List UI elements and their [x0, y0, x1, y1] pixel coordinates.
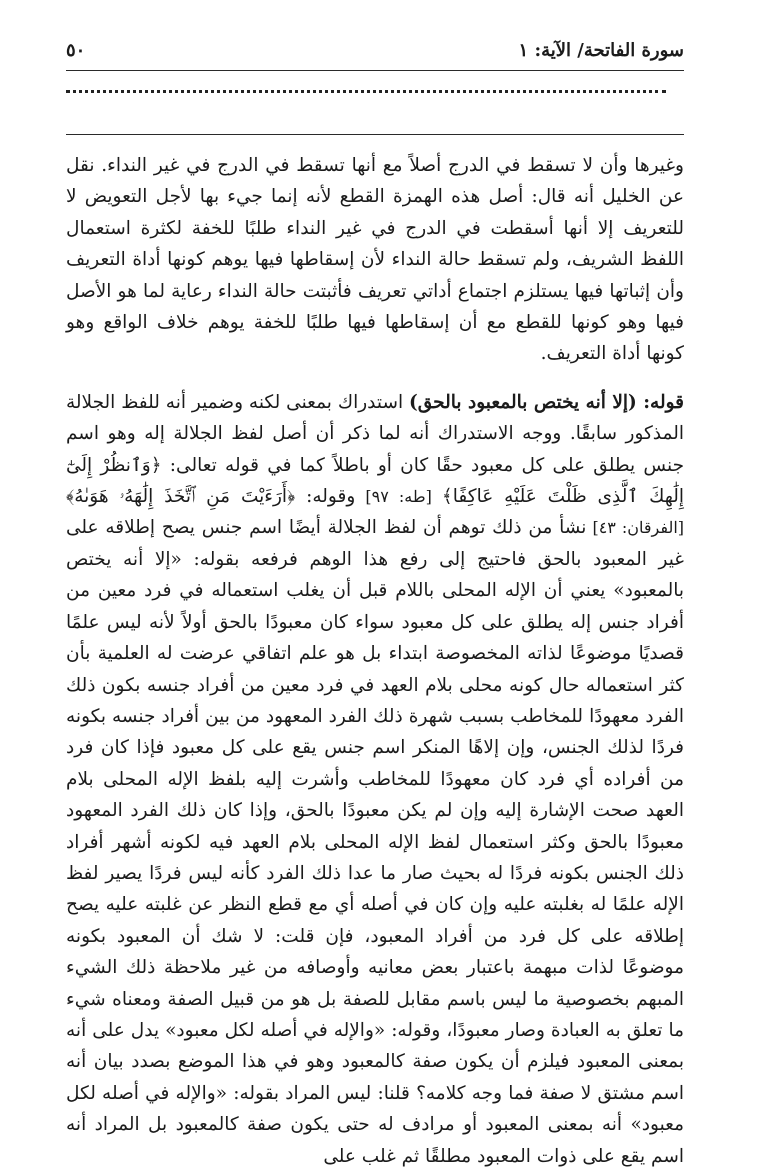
paragraph-2-text: وقوله: [295, 486, 356, 508]
paragraph-2-text: نشأ من ذلك توهم أن لفظ الجلالة أيضًا اسم جنس يصح إطلاقه على غير المعبود بالحق فاحتيج إلى رفع هذا الوهم فرفعه بقوله: «إلا أنه يختص بالمعبود» يعني أن الإله المحلى باللام قبل أن يغلب استعماله في فرد معين من أفراد جنس إله يطلق على كل معبود سواء كان معبودًا بالحق أولاً لأنه ليس علمًا قصديًا موضوعًا لذاته المخصوصة ابتداء بل هو علم اتفاقي عرضت له العلمية بأن كثر استعماله حال كونه محلى بلام العهد في فرد معين من أفراد جنسه بكون ذلك الفرد معهودًا للمخاطب بسبب شهرة ذلك الفرد المعهود من بين أفراد جنسه بكونه فردًا لذلك الجنس، وإن إلاهًا المنكر اسم جنس يقع على كل معبود فإذا كان فرد من أفراده أي فرد كان معهودًا للمخاطب وأشرت إليه بلفظ الإله المحلى بلام العهد صحت الإشارة إليه وإن لم يكن معبودًا بالحق، وإذا كان ذلك الفرد المعهود معبودًا بالحق وكثر استعمال لفظ الإله المحلى بلام العهد فيه لكونه أشهر أفراد ذلك الجنس بكونه فردًا له بحيث صار ما عدا ذلك الفرد كأنه ليس فردًا يصير لفظ الإله علمًا له بغلبته عليه وإن كان في أصله أي مع قطع النظر عن غلبته عليه يصح إطلاقه على كل فرد من أفراد المعبود، فإن قلت: لا شك أن المعبود بكونه موضوعًا لذات مبهمة باعتبار بعض معانيه وأوصافه من غير ملاحظة ذلك الشيء المبهم بخصوصية ما ليس باسم مقابل للصفة بل هو من قبيل الصفة ومعناه شيء ما تعلق به العبادة وصار معبودًا، وقوله: «والإله في أصله لكل معبود» يدل على أنه بمعنى المعبود فيلزم أن يكون صفة كالمعبود وهو في هذا الموضع بصدد بيان أنه اسم مشتق لا صفة فما وجه كلامه؟ قلنا: ليس المراد بقوله: «والإله في أصله لكل معبود» أنه بمعنى المعبود أو مرادف له حتى يكون صفة كالمعبود بل المراد أنه اسم يقع على ذوات المعبود مطلقًا ثم غلب على [66, 517, 684, 1167]
quran-ref-furqan: [الفرقان: ٤٣] [586, 518, 685, 538]
main-text [66, 150, 684, 1172]
paragraph-2 [66, 387, 684, 1172]
quran-quote-furqan: ﴿أَرَءَيْتَ مَنِ ٱتَّخَذَ إِلَٰهَهُۥ هَوَىٰهُ﴾ [66, 486, 296, 508]
header-rule [66, 70, 684, 71]
running-header [66, 38, 684, 68]
paragraph-2-text: استدراك بمعنى لكنه وضمير أنه للفظ الجلالة المذكور سابقًا. ووجه الاستدراك أنه لما ذكر أن أصل لفظ الجلالة إله وهو اسم جنس يطلق على كل معبود حقًا كان أو باطلاً كما في قوله تعالى: [66, 391, 685, 476]
paragraph-1: وغيرها وأن لا تسقط في الدرج أصلاً مع أنها تسقط في الدرج في غير النداء. نقل عن الخليل أنه قال: أصل هذه الهمزة القطع لأنه إنما جيء بها لأجل التعويض لا للتعريف إلا أنها أسقطت في الدرج في غير النداء طلبًا للخفة لكثرة استعمال اللفظ الشريف، ولم تسقط حالة النداء لأن إسقاطها فيها يوهم كونها أداة التعريف وأن إثباتها فيها يستلزم اجتماع أداتي تعريف فأثبتت حالة النداء رعاية لما هو الأصل فيها وهو كونها للقطع مع أن إسقاطها فيها طلبًا للخفة يوهم خلاف الواقع وهو كونها أداة التعريف. [66, 155, 684, 365]
commentary-lead: قوله: (إلا أنه يختص بالمعبود بالحق) [408, 391, 684, 413]
dotted-separator [66, 90, 666, 97]
quran-quote-taha: ﴿وَٱنظُرْ إِلَىٰٓ إِلَٰهِكَ ٱلَّذِى ظَلْتَ عَلَيْهِ عَاكِفًا﴾ [66, 454, 684, 508]
page-number: ٥٠ [66, 40, 86, 61]
quran-ref-taha: [طه: ٩٧] [355, 487, 442, 507]
section-rule [66, 134, 684, 135]
chapter-title: سورة الفاتحة/ الآية: ١ [518, 40, 684, 61]
